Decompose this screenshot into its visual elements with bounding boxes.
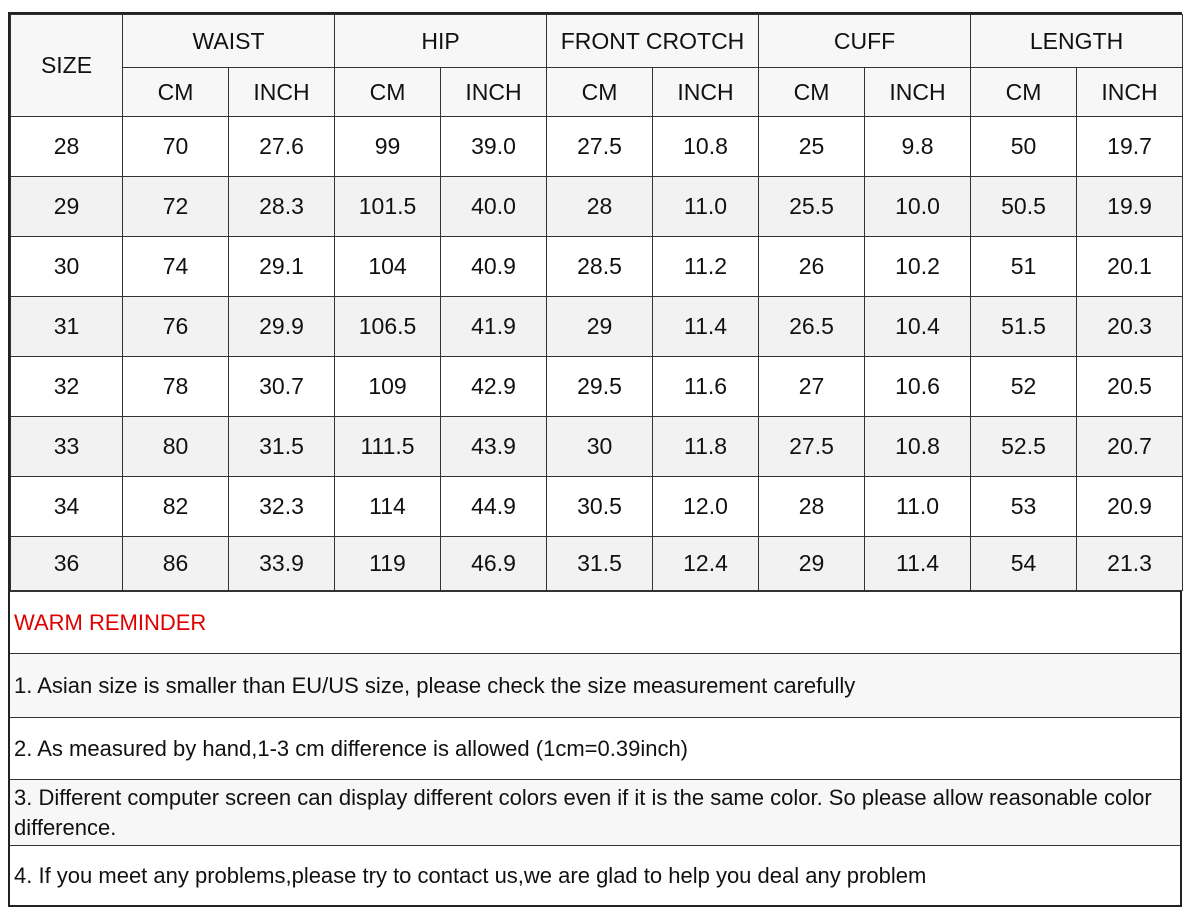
table-cell: 50: [971, 117, 1077, 177]
table-cell: 10.6: [865, 357, 971, 417]
table-cell: 11.0: [865, 477, 971, 537]
table-cell: 34: [11, 477, 123, 537]
unit-header-cm: CM: [335, 68, 441, 117]
table-row: [11, 417, 1183, 477]
table-cell: 41.9: [441, 297, 547, 357]
unit-header-inch: INCH: [1077, 68, 1183, 117]
table-cell: 114: [335, 477, 441, 537]
table-cell: 30.5: [547, 477, 653, 537]
table-cell: 30: [547, 417, 653, 477]
table-cell: 33: [11, 417, 123, 477]
table-cell: 20.9: [1077, 477, 1183, 537]
table-cell: 28: [759, 477, 865, 537]
group-header-length: LENGTH: [971, 15, 1183, 68]
table-cell: 11.6: [653, 357, 759, 417]
table-cell: 29.1: [229, 237, 335, 297]
table-cell: 101.5: [335, 177, 441, 237]
table-cell: 53: [971, 477, 1077, 537]
table-cell: 29: [547, 297, 653, 357]
table-cell: 21.3: [1077, 537, 1183, 591]
table-cell: 20.3: [1077, 297, 1183, 357]
unit-header-cm: CM: [547, 68, 653, 117]
table-cell: 19.9: [1077, 177, 1183, 237]
table-row: [11, 477, 1183, 537]
table-cell: 31.5: [229, 417, 335, 477]
note-item: 1. Asian size is smaller than EU/US size, please check the size measurement carefully: [10, 653, 1180, 717]
table-cell: 19.7: [1077, 117, 1183, 177]
table-row: [11, 357, 1183, 417]
table-cell: 80: [123, 417, 229, 477]
table-cell: 111.5: [335, 417, 441, 477]
table-cell: 32.3: [229, 477, 335, 537]
table-row: [11, 297, 1183, 357]
group-header-cuff: CUFF: [759, 15, 971, 68]
table-cell: 9.8: [865, 117, 971, 177]
table-cell: 82: [123, 477, 229, 537]
unit-header-cm: CM: [123, 68, 229, 117]
group-header-front-crotch: FRONT CROTCH: [547, 15, 759, 68]
table-cell: 29.9: [229, 297, 335, 357]
table-cell: 10.0: [865, 177, 971, 237]
table-cell: 11.4: [653, 297, 759, 357]
table-cell: 40.9: [441, 237, 547, 297]
table-cell: 42.9: [441, 357, 547, 417]
group-header-waist: WAIST: [123, 15, 335, 68]
table-cell: 10.8: [653, 117, 759, 177]
size-table-body: [11, 117, 1183, 591]
table-cell: 43.9: [441, 417, 547, 477]
table-cell: 76: [123, 297, 229, 357]
table-cell: 29.5: [547, 357, 653, 417]
table-cell: 29: [11, 177, 123, 237]
group-header-hip: HIP: [335, 15, 547, 68]
table-cell: 70: [123, 117, 229, 177]
table-cell: 25.5: [759, 177, 865, 237]
group-header-row: [11, 15, 1183, 68]
note-item: 4. If you meet any problems,please try to contact us,we are glad to help you deal any problem: [10, 845, 1180, 905]
table-cell: 30.7: [229, 357, 335, 417]
table-cell: 74: [123, 237, 229, 297]
unit-header-cm: CM: [759, 68, 865, 117]
table-cell: 86: [123, 537, 229, 591]
table-cell: 11.8: [653, 417, 759, 477]
note-item: 2. As measured by hand,1-3 cm difference is allowed (1cm=0.39inch): [10, 717, 1180, 779]
table-cell: 106.5: [335, 297, 441, 357]
table-cell: 52: [971, 357, 1077, 417]
table-cell: 26.5: [759, 297, 865, 357]
note-item: 3. Different computer screen can display different colors even if it is the same color. So please allow reasonable color difference.: [10, 779, 1180, 845]
table-cell: 31.5: [547, 537, 653, 591]
size-header: SIZE: [11, 15, 123, 117]
table-cell: 27.5: [547, 117, 653, 177]
table-cell: 27.5: [759, 417, 865, 477]
table-cell: 32: [11, 357, 123, 417]
warm-reminder-title: WARM REMINDER: [10, 591, 1180, 653]
unit-header-inch: INCH: [441, 68, 547, 117]
table-cell: 40.0: [441, 177, 547, 237]
unit-header-inch: INCH: [865, 68, 971, 117]
table-cell: 109: [335, 357, 441, 417]
table-cell: 10.4: [865, 297, 971, 357]
table-cell: 54: [971, 537, 1077, 591]
reminder-notes: [10, 591, 1180, 905]
table-cell: 11.0: [653, 177, 759, 237]
size-chart: [8, 12, 1182, 907]
table-cell: 39.0: [441, 117, 547, 177]
table-cell: 31: [11, 297, 123, 357]
table-cell: 25: [759, 117, 865, 177]
table-cell: 33.9: [229, 537, 335, 591]
table-cell: 50.5: [971, 177, 1077, 237]
table-row: [11, 237, 1183, 297]
table-cell: 51: [971, 237, 1077, 297]
table-cell: 28: [547, 177, 653, 237]
table-cell: 119: [335, 537, 441, 591]
table-cell: 30: [11, 237, 123, 297]
table-row: [11, 537, 1183, 591]
table-cell: 44.9: [441, 477, 547, 537]
table-cell: 52.5: [971, 417, 1077, 477]
table-cell: 104: [335, 237, 441, 297]
table-cell: 46.9: [441, 537, 547, 591]
unit-header-inch: INCH: [229, 68, 335, 117]
unit-header-inch: INCH: [653, 68, 759, 117]
table-cell: 12.0: [653, 477, 759, 537]
table-cell: 27.6: [229, 117, 335, 177]
table-row: [11, 177, 1183, 237]
table-cell: 11.4: [865, 537, 971, 591]
table-cell: 72: [123, 177, 229, 237]
table-cell: 36: [11, 537, 123, 591]
unit-header-row: [11, 68, 1183, 117]
table-cell: 28: [11, 117, 123, 177]
table-cell: 20.5: [1077, 357, 1183, 417]
table-cell: 27: [759, 357, 865, 417]
table-cell: 29: [759, 537, 865, 591]
unit-header-cm: CM: [971, 68, 1077, 117]
table-cell: 12.4: [653, 537, 759, 591]
table-cell: 11.2: [653, 237, 759, 297]
table-cell: 28.3: [229, 177, 335, 237]
table-cell: 78: [123, 357, 229, 417]
size-table: [10, 14, 1183, 591]
table-row: [11, 117, 1183, 177]
table-cell: 10.8: [865, 417, 971, 477]
table-cell: 26: [759, 237, 865, 297]
table-cell: 51.5: [971, 297, 1077, 357]
table-cell: 10.2: [865, 237, 971, 297]
table-cell: 20.7: [1077, 417, 1183, 477]
table-cell: 99: [335, 117, 441, 177]
table-cell: 28.5: [547, 237, 653, 297]
table-cell: 20.1: [1077, 237, 1183, 297]
